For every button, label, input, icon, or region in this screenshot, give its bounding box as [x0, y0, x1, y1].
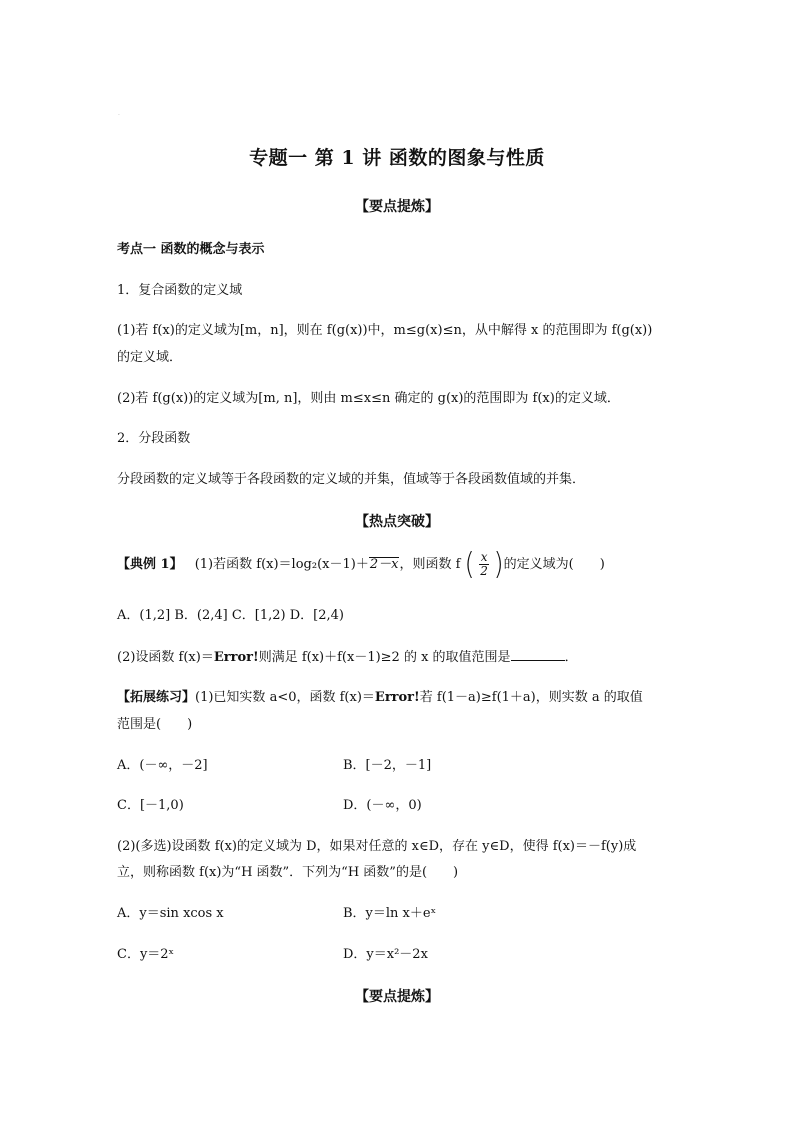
extension-2-option-b: B．y＝ln x＋eˣ [343, 906, 437, 921]
extension-tag: 【拓展练习】 [117, 690, 196, 705]
extension-question-1-line-2: 范围是( ) [117, 717, 193, 732]
paragraph-2: (2)若 f(g(x))的定义域为[m, n]，则由 m≤x≤n 确定的 g(x)的范围即为 f(x)的定义域． [117, 391, 620, 406]
example-2-text-b: 则满足 f(x)＋f(x－1)≥2 的 x 的取值范围是 [258, 650, 511, 665]
extension-2-option-a: A．y＝sin xcos x [117, 906, 224, 921]
extension-1-text-a: (1)已知实数 a<0，函数 f(x)＝ [195, 690, 375, 705]
section-heading-key-points-2: 【要点提炼】 [355, 989, 439, 1005]
extension-1-option-b: B．[－2，－1] [343, 758, 432, 773]
paragraph-1-line-1: (1)若 f(x)的定义域为[m，n]，则在 f(g(x))中，m≤g(x)≤n，从中解得 x 的范围即为 f(g(x)) [117, 323, 653, 338]
extension-2-option-d: D．y＝x²－2x [343, 947, 428, 962]
example-2-question [117, 648, 578, 667]
section-heading-hot-topics: 【热点突破】 [355, 514, 439, 530]
paragraph-1-line-2: 的定义域． [117, 350, 183, 365]
extension-1-option-c: C．[－1,0) [117, 798, 184, 813]
example-2-period: ． [564, 650, 578, 665]
topic-heading: 考点一 函数的概念与表示 [117, 242, 265, 257]
error-marker-2: Error! [374, 690, 420, 705]
item-heading-composite-domain: 1．复合函数的定义域 [117, 283, 243, 298]
left-paren: ( [464, 547, 475, 582]
example-1-question [117, 548, 605, 582]
extension-question-1-line-1 [117, 689, 643, 707]
fraction-x-over-2 [479, 551, 490, 578]
example-1-options: A．(1,2] B．(2,4] C．[1,2) D．[2,4) [117, 608, 344, 623]
example-1-text-b: ，则函数 f [399, 557, 461, 572]
example-1-tag: 【典例 1】 [117, 557, 183, 572]
right-paren: ) [493, 547, 504, 582]
fraction-denominator: 2 [480, 564, 488, 578]
example-2-text-a: (2)设函数 f(x)＝ [117, 650, 214, 665]
section-heading-key-points: 【要点提炼】 [355, 199, 439, 215]
fraction-numerator: x [480, 550, 488, 564]
error-marker: Error! [213, 650, 259, 665]
extension-1-text-b: 若 f(1－a)≥f(1＋a)，则实数 a 的取值 [419, 690, 643, 705]
page-title: 专题一 第 1 讲 函数的图象与性质 [249, 147, 545, 169]
extension-question-2-line-2: 立，则称函数 f(x)为“H 函数”．下列为“H 函数”的是( ) [117, 865, 459, 880]
extension-1-option-a: A．(－∞，－2] [117, 758, 208, 773]
extension-1-option-d: D．(－∞，0) [343, 798, 422, 813]
extension-question-2-line-1: (2)(多选)设函数 f(x)的定义域为 D，如果对任意的 x∈D，存在 y∈D，使得 f(x)＝－f(y)成 [117, 839, 637, 854]
example-1-text-a: (1)若函数 f(x)＝log₂(x－1)＋ [194, 557, 369, 572]
item-heading-piecewise: 2．分段函数 [117, 431, 191, 446]
page-mark: · [118, 112, 120, 119]
sqrt-expression: 2－x [369, 557, 399, 572]
extension-2-option-c: C．y＝2ˣ [117, 947, 175, 962]
paragraph-3: 分段函数的定义域等于各段函数的定义域的并集，值域等于各段函数值域的并集． [117, 472, 586, 487]
answer-blank [511, 648, 565, 661]
example-1-text-c: 的定义域为( ) [503, 557, 605, 572]
